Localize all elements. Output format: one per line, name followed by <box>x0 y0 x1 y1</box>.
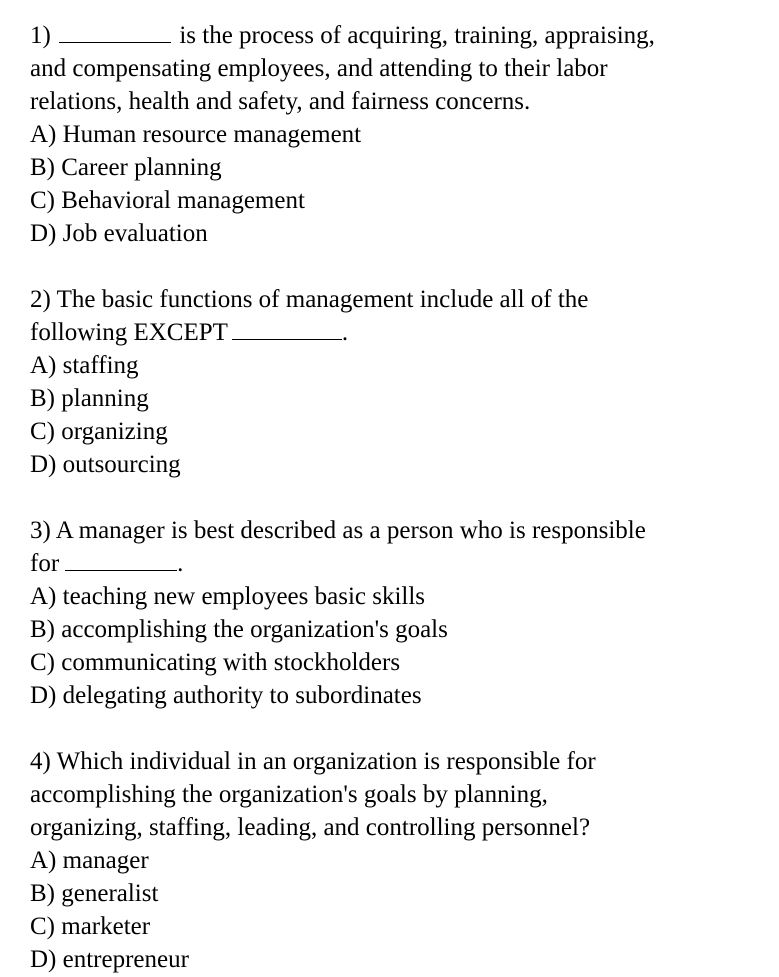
question-1-number: 1) <box>30 22 51 49</box>
question-4 <box>30 745 779 976</box>
question-3-option-c: C) communicating with stockholders <box>30 649 401 676</box>
question-1-option-b: B) Career planning <box>30 154 222 181</box>
question-3-number: 3) <box>30 517 51 544</box>
question-2-option-c: C) organizing <box>30 418 168 445</box>
question-2-stem-line-2: following EXCEPT . <box>30 319 349 346</box>
question-3-stem-line-2: for . <box>30 550 184 577</box>
question-1-stem-line-3: relations, health and safety, and fairness concerns. <box>30 88 531 115</box>
question-3-option-a: A) teaching new employees basic skills <box>30 583 426 610</box>
question-3 <box>30 514 779 712</box>
question-4-stem-line-2: accomplishing the organization's goals by planning, <box>30 781 548 808</box>
question-4-stem-line-3: organizing, staffing, leading, and controlling personnel? <box>30 814 591 841</box>
question-3-option-d: D) delegating authority to subordinates <box>30 682 422 709</box>
question-1-option-c: C) Behavioral management <box>30 187 305 214</box>
question-3-stem-line-1: 3) A manager is best described as a person who is responsible <box>30 517 646 544</box>
question-4-stem-line-1: 4) Which individual in an organization is responsible for <box>30 748 596 775</box>
question-2-option-d: D) outsourcing <box>30 451 181 478</box>
answer-blank <box>232 317 342 340</box>
question-4-option-d: D) entrepreneur <box>30 946 189 973</box>
question-4-option-c: C) marketer <box>30 913 151 940</box>
question-1 <box>30 19 779 250</box>
question-2-number: 2) <box>30 286 51 313</box>
answer-blank <box>59 20 171 43</box>
question-2-option-a: A) staffing <box>30 352 139 379</box>
answer-blank <box>65 548 177 571</box>
question-3-option-b: B) accomplishing the organization's goals <box>30 616 448 643</box>
question-2 <box>30 283 779 481</box>
question-1-option-d: D) Job evaluation <box>30 220 208 247</box>
question-2-option-b: B) planning <box>30 385 149 412</box>
question-1-stem-line-1: 1) is the process of acquiring, training, appraising, <box>30 22 655 49</box>
question-4-option-a: A) manager <box>30 847 149 874</box>
question-2-stem-line-1: 2) The basic functions of management include all of the <box>30 286 589 313</box>
question-1-stem-line-2: and compensating employees, and attending to their labor <box>30 55 608 82</box>
question-4-number: 4) <box>30 748 51 775</box>
question-1-option-a: A) Human resource management <box>30 121 362 148</box>
question-4-option-b: B) generalist <box>30 880 159 907</box>
